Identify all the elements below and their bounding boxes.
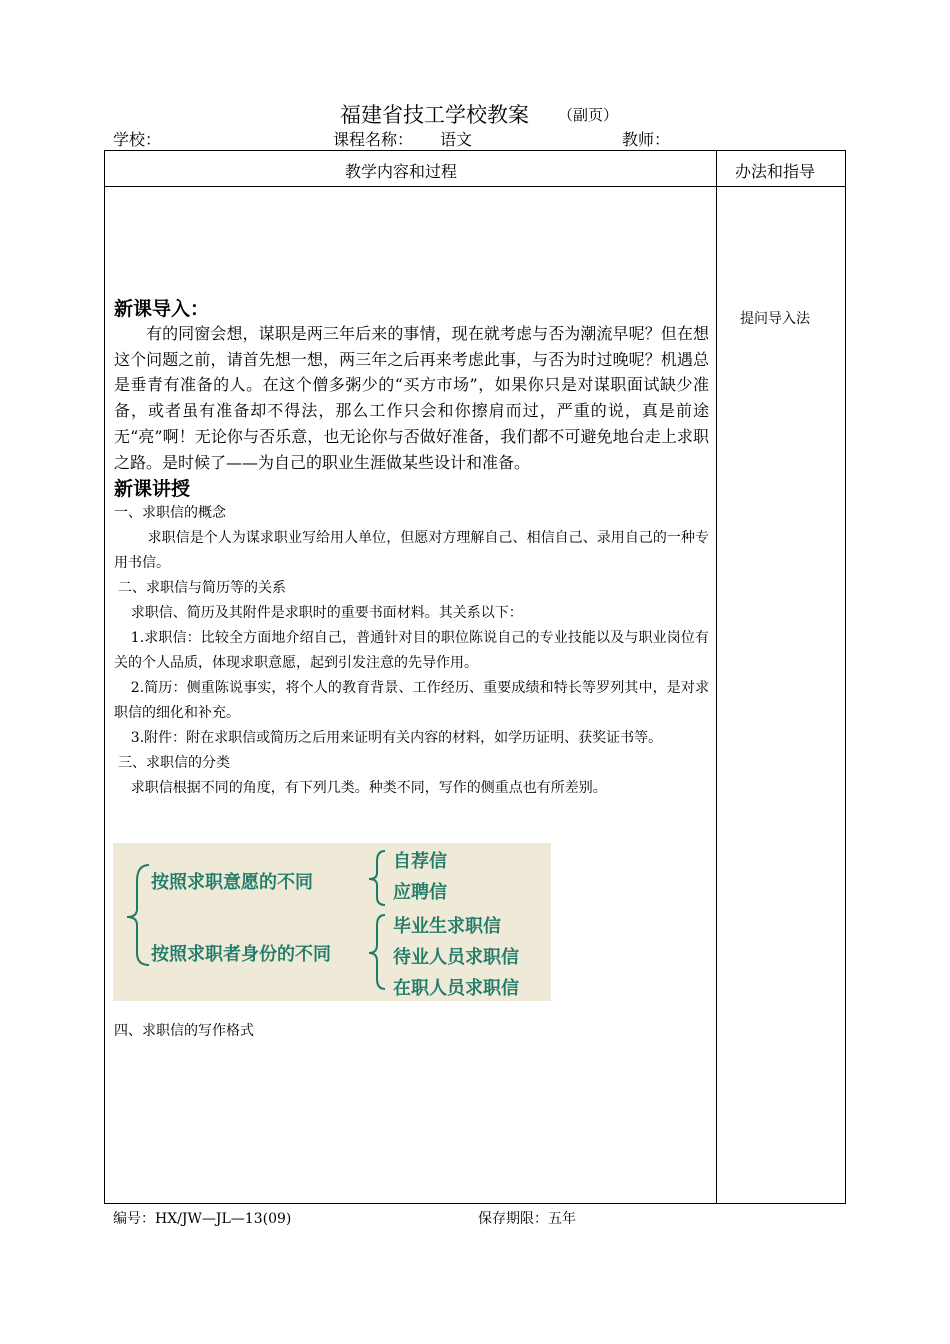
branch2-item2: 待业人员求职信	[393, 947, 519, 968]
lecture-heading: 新课讲授	[114, 478, 191, 501]
method-note: 提问导入法	[740, 311, 810, 327]
lesson-table	[104, 150, 846, 1204]
section1-text: 求职信是个人为谋求职业写给用人单位，但愿对方理解自己、相信自己、录用自己的一种专用书信。	[114, 530, 709, 572]
branch1-item1: 自荐信	[393, 851, 447, 872]
section2-item1: 1.求职信：比较全方面地介绍自己，普通针对目的职位陈说自己的专业技能以及与职业岗位有关的个人品质，体现求职意愿，起到引发注意的先导作用。	[114, 630, 709, 672]
column-header-method: 办法和指导	[735, 162, 816, 181]
lesson-content	[114, 297, 709, 801]
column-header-content: 教学内容和过程	[345, 162, 458, 181]
page-subtitle: （副页）	[558, 106, 619, 124]
page-title: 福建省技工学校教案	[340, 103, 529, 127]
section2-item2: 2.简历：侧重陈说事实，将个人的教育背景、工作经历、重要成绩和特长等罗列其中，是对求职信的细化和补充。	[114, 680, 709, 722]
branch2-item3: 在职人员求职信	[393, 978, 519, 999]
school-label: 学校：	[113, 130, 162, 149]
section1-title: 一、求职信的概念	[114, 505, 226, 522]
document-code: 编号：HX/JW—JL—13(09)	[113, 1211, 292, 1227]
branch1-label: 按照求职意愿的不同	[151, 872, 313, 893]
section4-title: 四、求职信的写作格式	[114, 1023, 254, 1039]
branch1-item2: 应聘信	[393, 882, 447, 903]
column-divider	[716, 151, 717, 1203]
section3-intro: 求职信根据不同的角度，有下列几类。种类不同，写作的侧重点也有所差别。	[130, 780, 607, 797]
teacher-label: 教师：	[622, 130, 671, 149]
course-value: 语文	[440, 130, 473, 149]
section2-title: 二、求职信与简历等的关系	[118, 580, 286, 597]
course-label: 课程名称：	[333, 130, 414, 149]
section3-title: 三、求职信的分类	[118, 755, 230, 772]
header-divider	[105, 186, 845, 187]
classification-diagram	[113, 843, 551, 1001]
retention-period: 保存期限：五年	[478, 1211, 576, 1227]
section2-item3: 3.附件：附在求职信或简历之后用来证明有关内容的材料，如学历证明、获奖证书等。	[130, 730, 663, 747]
intro-heading: 新课导入：	[114, 298, 210, 320]
branch2-item1: 毕业生求职信	[393, 916, 501, 937]
intro-paragraph: 有的同窗会想，谋职是两三年后来的事情，现在就考虑与否为潮流早呢？但在想这个问题之前，请首先想一想，两三年之后再来考虑此事，与否为时过晚呢？机遇总是垂青有准备的人。在这个僧多粥少的“买方市场”，如果你只是对谋职面试缺少准备，或者虽有准备却不得法，那么工作只会和你擦肩而过，严重的说，真是前途无“亮”啊！无论你与否乐意，也无论你与否做好准备，我们都不可避免地台走上求职之路。是时候了——为自己的职业生涯做某些设计和准备。	[114, 324, 709, 472]
branch2-label: 按照求职者身份的不同	[151, 944, 331, 965]
section2-intro: 求职信、简历及其附件是求职时的重要书面材料。其关系以下：	[130, 605, 523, 622]
